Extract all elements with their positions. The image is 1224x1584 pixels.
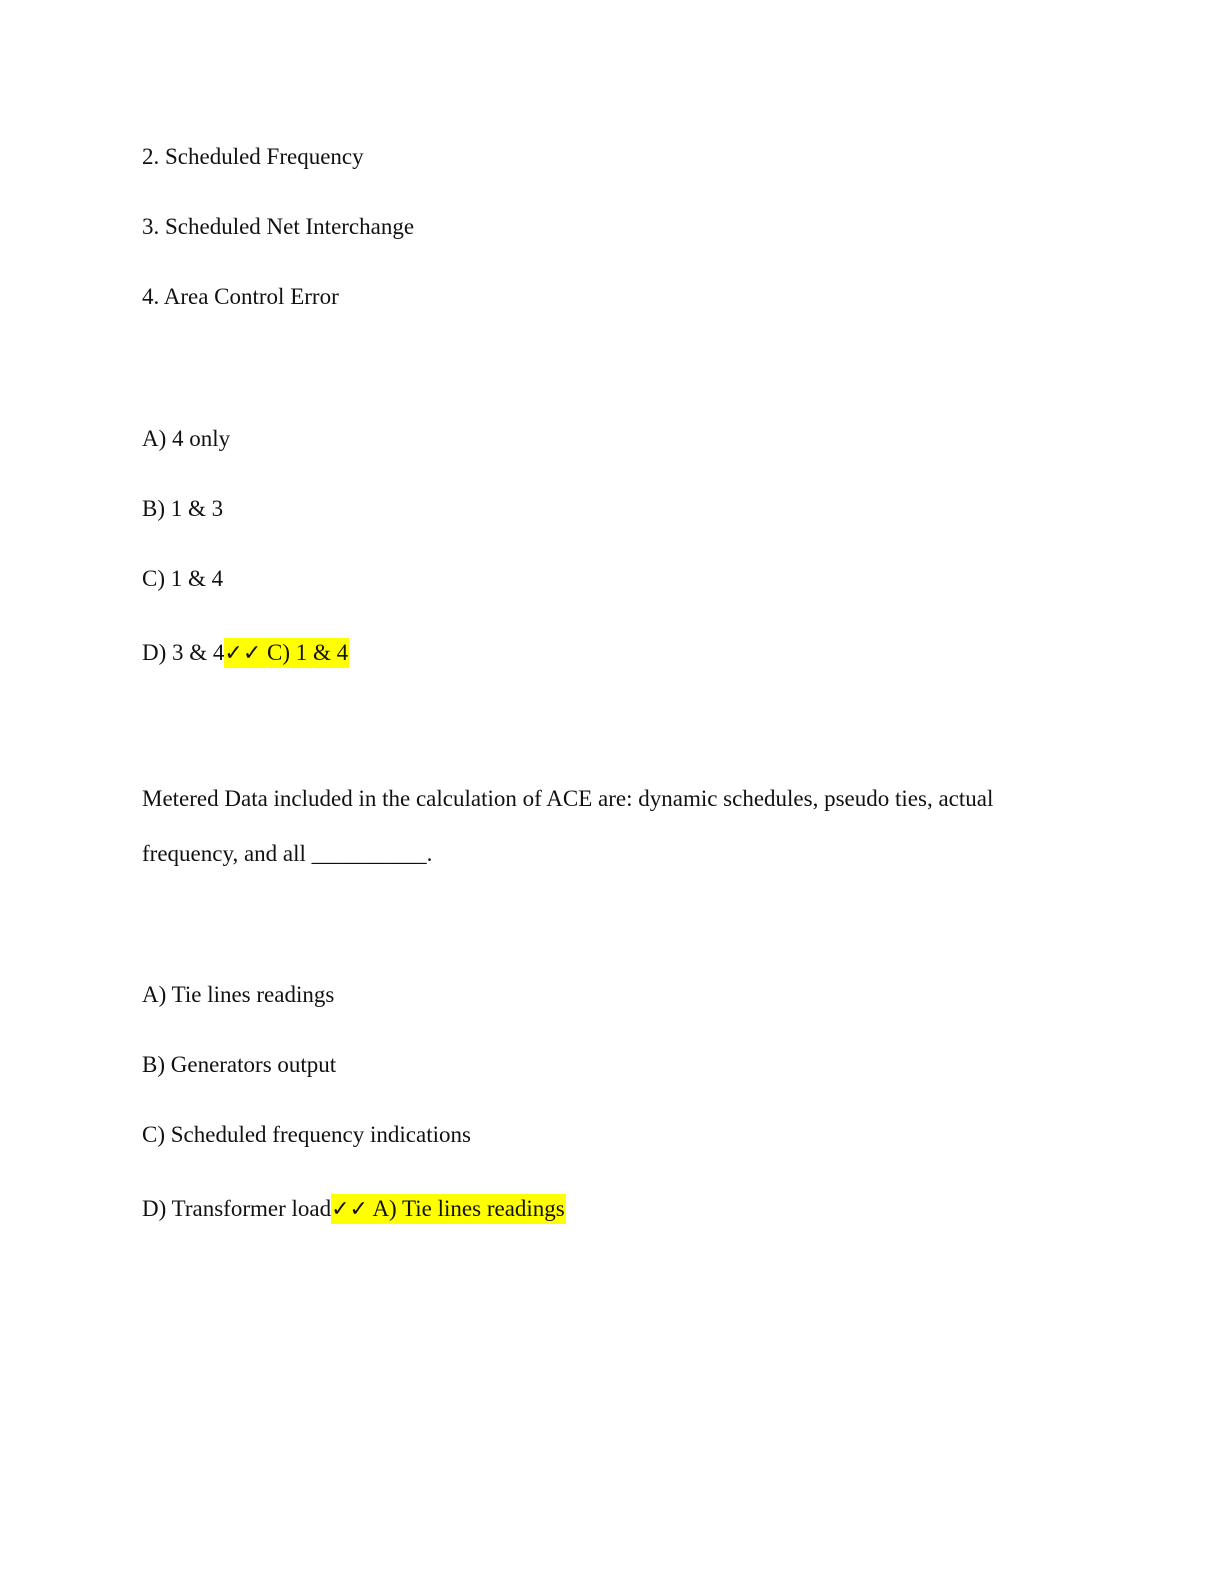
- q1-answer-highlight: [224, 638, 349, 668]
- q2-answer-highlight: [331, 1194, 566, 1224]
- q2-option-c: C) Scheduled frequency indications: [142, 1122, 471, 1147]
- q1-option-d-line: [142, 638, 349, 669]
- q1-option-c: C) 1 & 4: [142, 566, 224, 591]
- q2-question-line2: frequency, and all __________.: [142, 841, 433, 866]
- q1-answer: C) 1 & 4: [261, 640, 349, 665]
- q2-question-line1: Metered Data included in the calculation of ACE are: dynamic schedules, pseudo ties, actual: [142, 786, 994, 811]
- q2-option-b: B) Generators output: [142, 1052, 337, 1077]
- list-item-3: 3. Scheduled Net Interchange: [142, 214, 415, 239]
- list-item-2: 2. Scheduled Frequency: [142, 144, 364, 169]
- double-check-icon: ✓✓: [331, 1197, 368, 1222]
- double-check-icon: ✓✓: [224, 641, 262, 666]
- q2-answer: A) Tie lines readings: [367, 1196, 565, 1221]
- q1-option-a: A) 4 only: [142, 426, 231, 451]
- q2-option-d-line: [142, 1194, 566, 1225]
- q2-option-a: A) Tie lines readings: [142, 982, 335, 1007]
- q2-option-d: D) Transformer load: [142, 1196, 332, 1221]
- list-item-4: 4. Area Control Error: [142, 284, 339, 309]
- q1-option-b: B) 1 & 3: [142, 496, 224, 521]
- q1-option-d: D) 3 & 4: [142, 640, 225, 665]
